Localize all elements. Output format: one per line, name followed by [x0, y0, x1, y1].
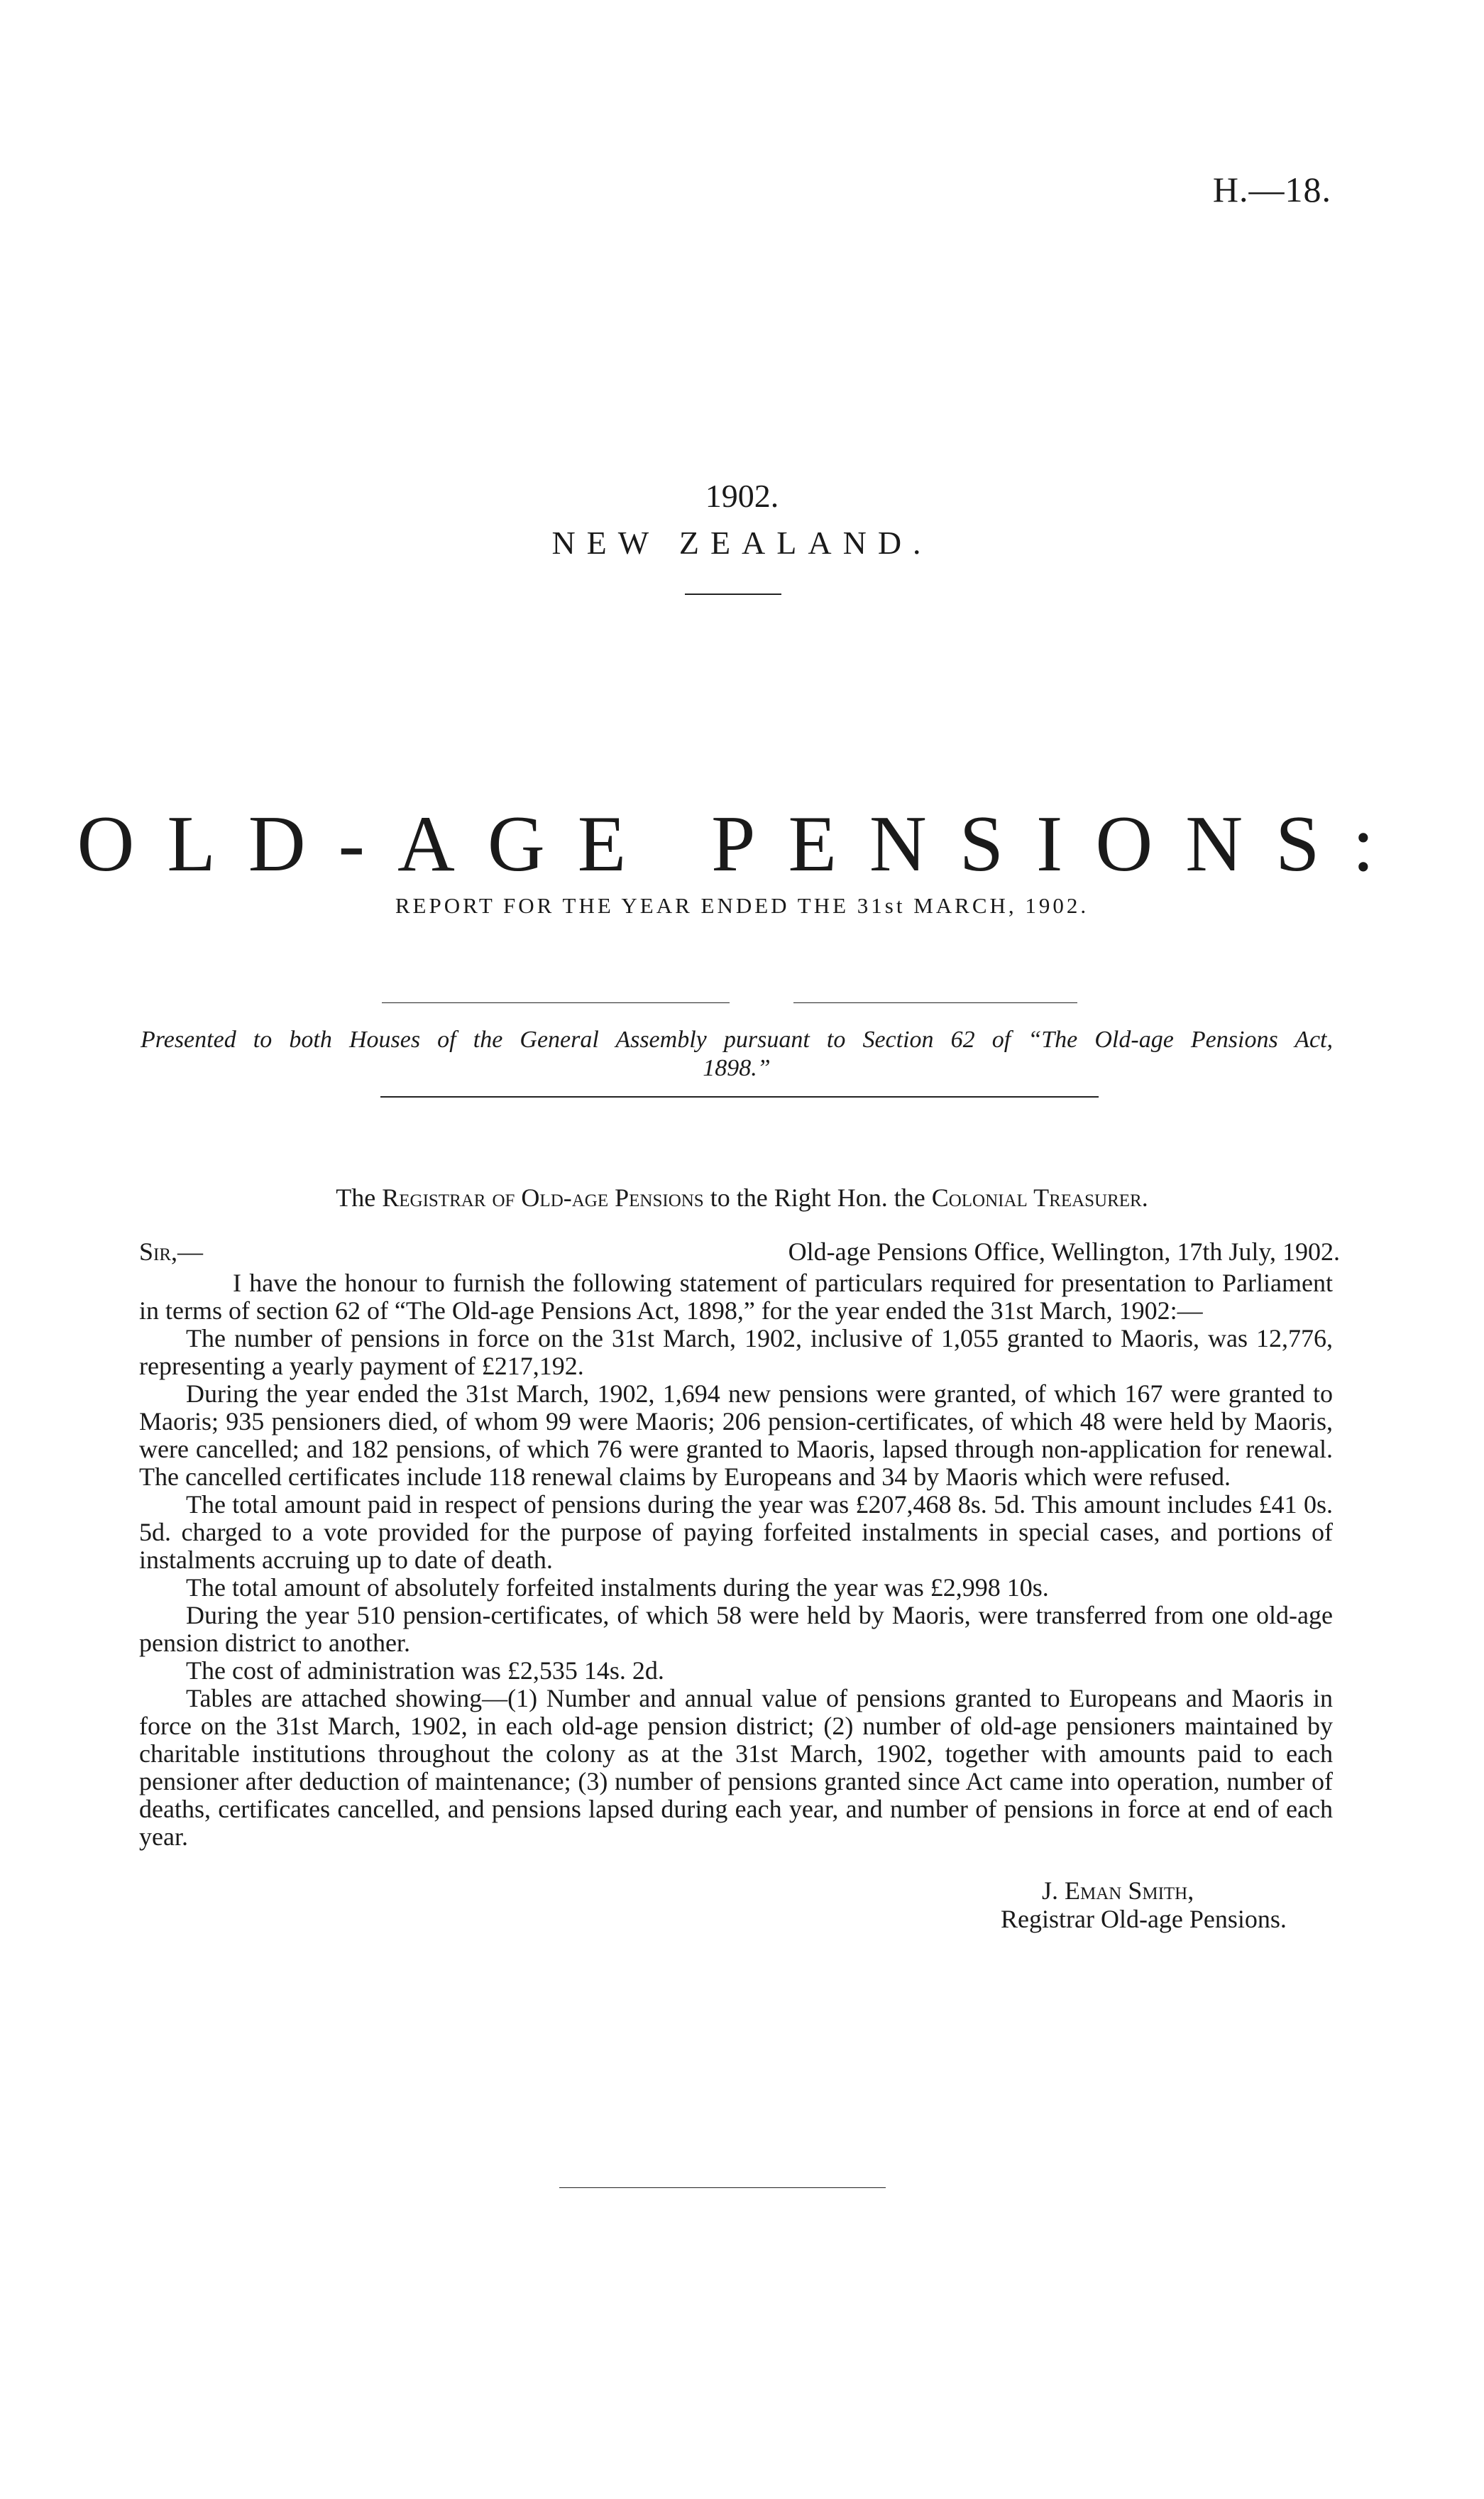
- document-year: 1902.: [705, 478, 779, 514]
- presentation-note: Presented to both Houses of the General Assembly pursuant to Section 62 of “The Old-age Pensions Act, 1898.”: [141, 1027, 1333, 1081]
- heading-to: Colonial Treasurer.: [931, 1183, 1148, 1212]
- paragraph-intro: I have the honour to furnish the following statement of particulars required for presentation to Parliament in terms of section 62 of “The Old-age Pensions Act, 1898,” for the year ended the 31st March, 1902:—: [139, 1269, 1333, 1325]
- office-dateline: Old-age Pensions Office, Wellington, 17th July, 1902.: [788, 1237, 1340, 1266]
- signatory-title: Registrar Old-age Pensions.: [1001, 1905, 1287, 1933]
- page-reference: H.—18.: [1212, 170, 1331, 209]
- heading-from: Registrar of Old-age Pensions: [382, 1183, 704, 1212]
- signature-block: [1001, 1876, 1287, 1933]
- letter-body: [139, 1269, 1333, 1851]
- document-subtitle: REPORT FOR THE YEAR ENDED THE 31st MARCH, 1902.: [395, 893, 1089, 918]
- heading-prefix: The: [336, 1183, 376, 1212]
- paragraph-pensions-in-force: The number of pensions in force on the 31st March, 1902, inclusive of 1,055 granted to Maoris, was 12,776, representing a yearly payment of £217,192.: [139, 1324, 1333, 1380]
- country-heading: NEW ZEALAND.: [551, 525, 933, 561]
- document-title: OLD-AGE PENSIONS:: [77, 800, 1407, 888]
- heading-middle: to the Right Hon. the: [710, 1183, 925, 1212]
- paragraph-transfers: During the year 510 pension-certificates, of which 58 were held by Maoris, were transferred from one old-age pension district to another.: [139, 1601, 1333, 1657]
- title-rule-right: [793, 1002, 1077, 1003]
- paragraph-year-changes: During the year ended the 31st March, 1902, 1,694 new pensions were granted, of which 167 were granted to Maoris; 935 pensioners died, of whom 99 were Maoris; 206 pension-certificates, of which 48 were held by Maoris, were cancelled; and 182 pensions, of which 76 were granted to Maoris, lapsed through non-application for renewal. The cancelled certificates include 118 renewal claims by Europeans and 34 by Maoris which were refused.: [139, 1379, 1333, 1491]
- presentation-rule: [380, 1096, 1099, 1098]
- paragraph-forfeited: The total amount of absolutely forfeited instalments during the year was £2,998 10s.: [186, 1573, 1049, 1602]
- signatory-name: J. Eman Smith,: [1042, 1876, 1194, 1905]
- paragraph-tables: Tables are attached showing—(1) Number and annual value of pensions granted to Europeans and Maoris in force on the 31st March, 1902, in each old-age pension district; (2) number of old-age pensioners maintained by charitable institutions throughout the colony as at the 31st March, 1902, together with amounts paid to each pensioner after deduction of maintenance; (3) number of pensions granted since Act came into operation, number of deaths, certificates cancelled, and pensions lapsed during each year, and number of pensions in force at end of each year.: [139, 1684, 1333, 1851]
- salutation: Sir,—: [139, 1237, 204, 1266]
- masthead-rule: [685, 594, 781, 595]
- paragraph-amount-paid: The total amount paid in respect of pensions during the year was £207,468 8s. 5d. This amount includes £41 0s. 5d. charged to a vote provided for the purpose of paying forfeited instalments in special cases, and portions of instalments accruing up to date of death.: [139, 1490, 1333, 1574]
- title-rule-left: [382, 1002, 730, 1003]
- letter-heading: [0, 1183, 1484, 1213]
- footer-rule: [559, 2187, 886, 2188]
- paragraph-administration-cost: The cost of administration was £2,535 14s. 2d.: [186, 1656, 664, 1685]
